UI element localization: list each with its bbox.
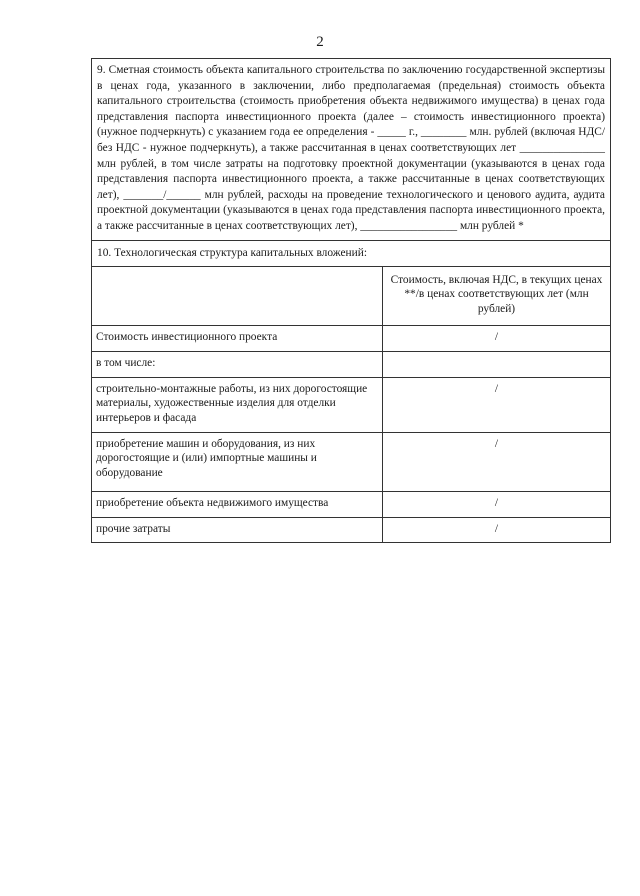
row-label: приобретение машин и оборудования, из них дорогостоящие и (или) импортные машины и оборудование <box>92 432 383 491</box>
table-row <box>92 377 610 432</box>
row-value: / <box>383 432 611 491</box>
header-cell-cost: Стоимость, включая НДС, в текущих ценах **/в ценах соответствующих лет (млн рублей) <box>390 273 603 315</box>
row-label: строительно-монтажные работы, из них дорогостоящие материалы, художественные изделия для отделки интерьеров и фасада <box>92 377 383 432</box>
page-number: 2 <box>316 34 324 50</box>
row-value <box>383 351 611 377</box>
table-row <box>92 517 610 542</box>
row-label: Стоимость инвестиционного проекта <box>92 325 383 351</box>
header-cell-empty <box>92 267 383 326</box>
row-value: / <box>383 325 611 351</box>
row-value: / <box>383 491 611 517</box>
table-row <box>92 491 610 517</box>
row-value: / <box>383 517 611 542</box>
document-form <box>91 58 611 543</box>
table-row <box>92 432 610 491</box>
capital-investment-structure-table <box>92 267 610 542</box>
table-header-row <box>92 267 610 326</box>
row-label: приобретение объекта недвижимого имущества <box>92 491 383 517</box>
section-9-text: 9. Сметная стоимость объекта капитального строительства по заключению государственной экспертизы в ценах года, указанного в заключении, либо предполагаемая (предельная) стоимость объекта капитального строительства (стоимость приобретения объекта недвижимого имущества) в ценах года представления паспорта инвестиционного проекта (далее – стоимость инвестиционного проекта) (нужное подчеркнуть) с указанием года ее определения - _____ г., ________ млн. рублей (включая НДС/без НДС - нужное подчеркнуть), а также рассчитанная в ценах соответствующих лет _______________ млн рублей, в том числе затраты на подготовку проектной документации (указываются в ценах года представления паспорта инвестиционного проекта, а также рассчитанные в ценах соответствующих лет), _______/______ млн рублей, расходы на проведение технологического и ценового аудита, аудита проектной документации (указываются в ценах года представления паспорта инвестиционного проекта, а также рассчитанные в ценах соответствующих лет), _________________ млн рублей * <box>92 59 610 241</box>
row-label: прочие затраты <box>92 517 383 542</box>
table-row <box>92 351 610 377</box>
row-label: в том числе: <box>92 351 383 377</box>
table-row <box>92 325 610 351</box>
section-10-title: 10. Технологическая структура капитальных вложений: <box>92 241 610 267</box>
row-value: / <box>383 377 611 432</box>
